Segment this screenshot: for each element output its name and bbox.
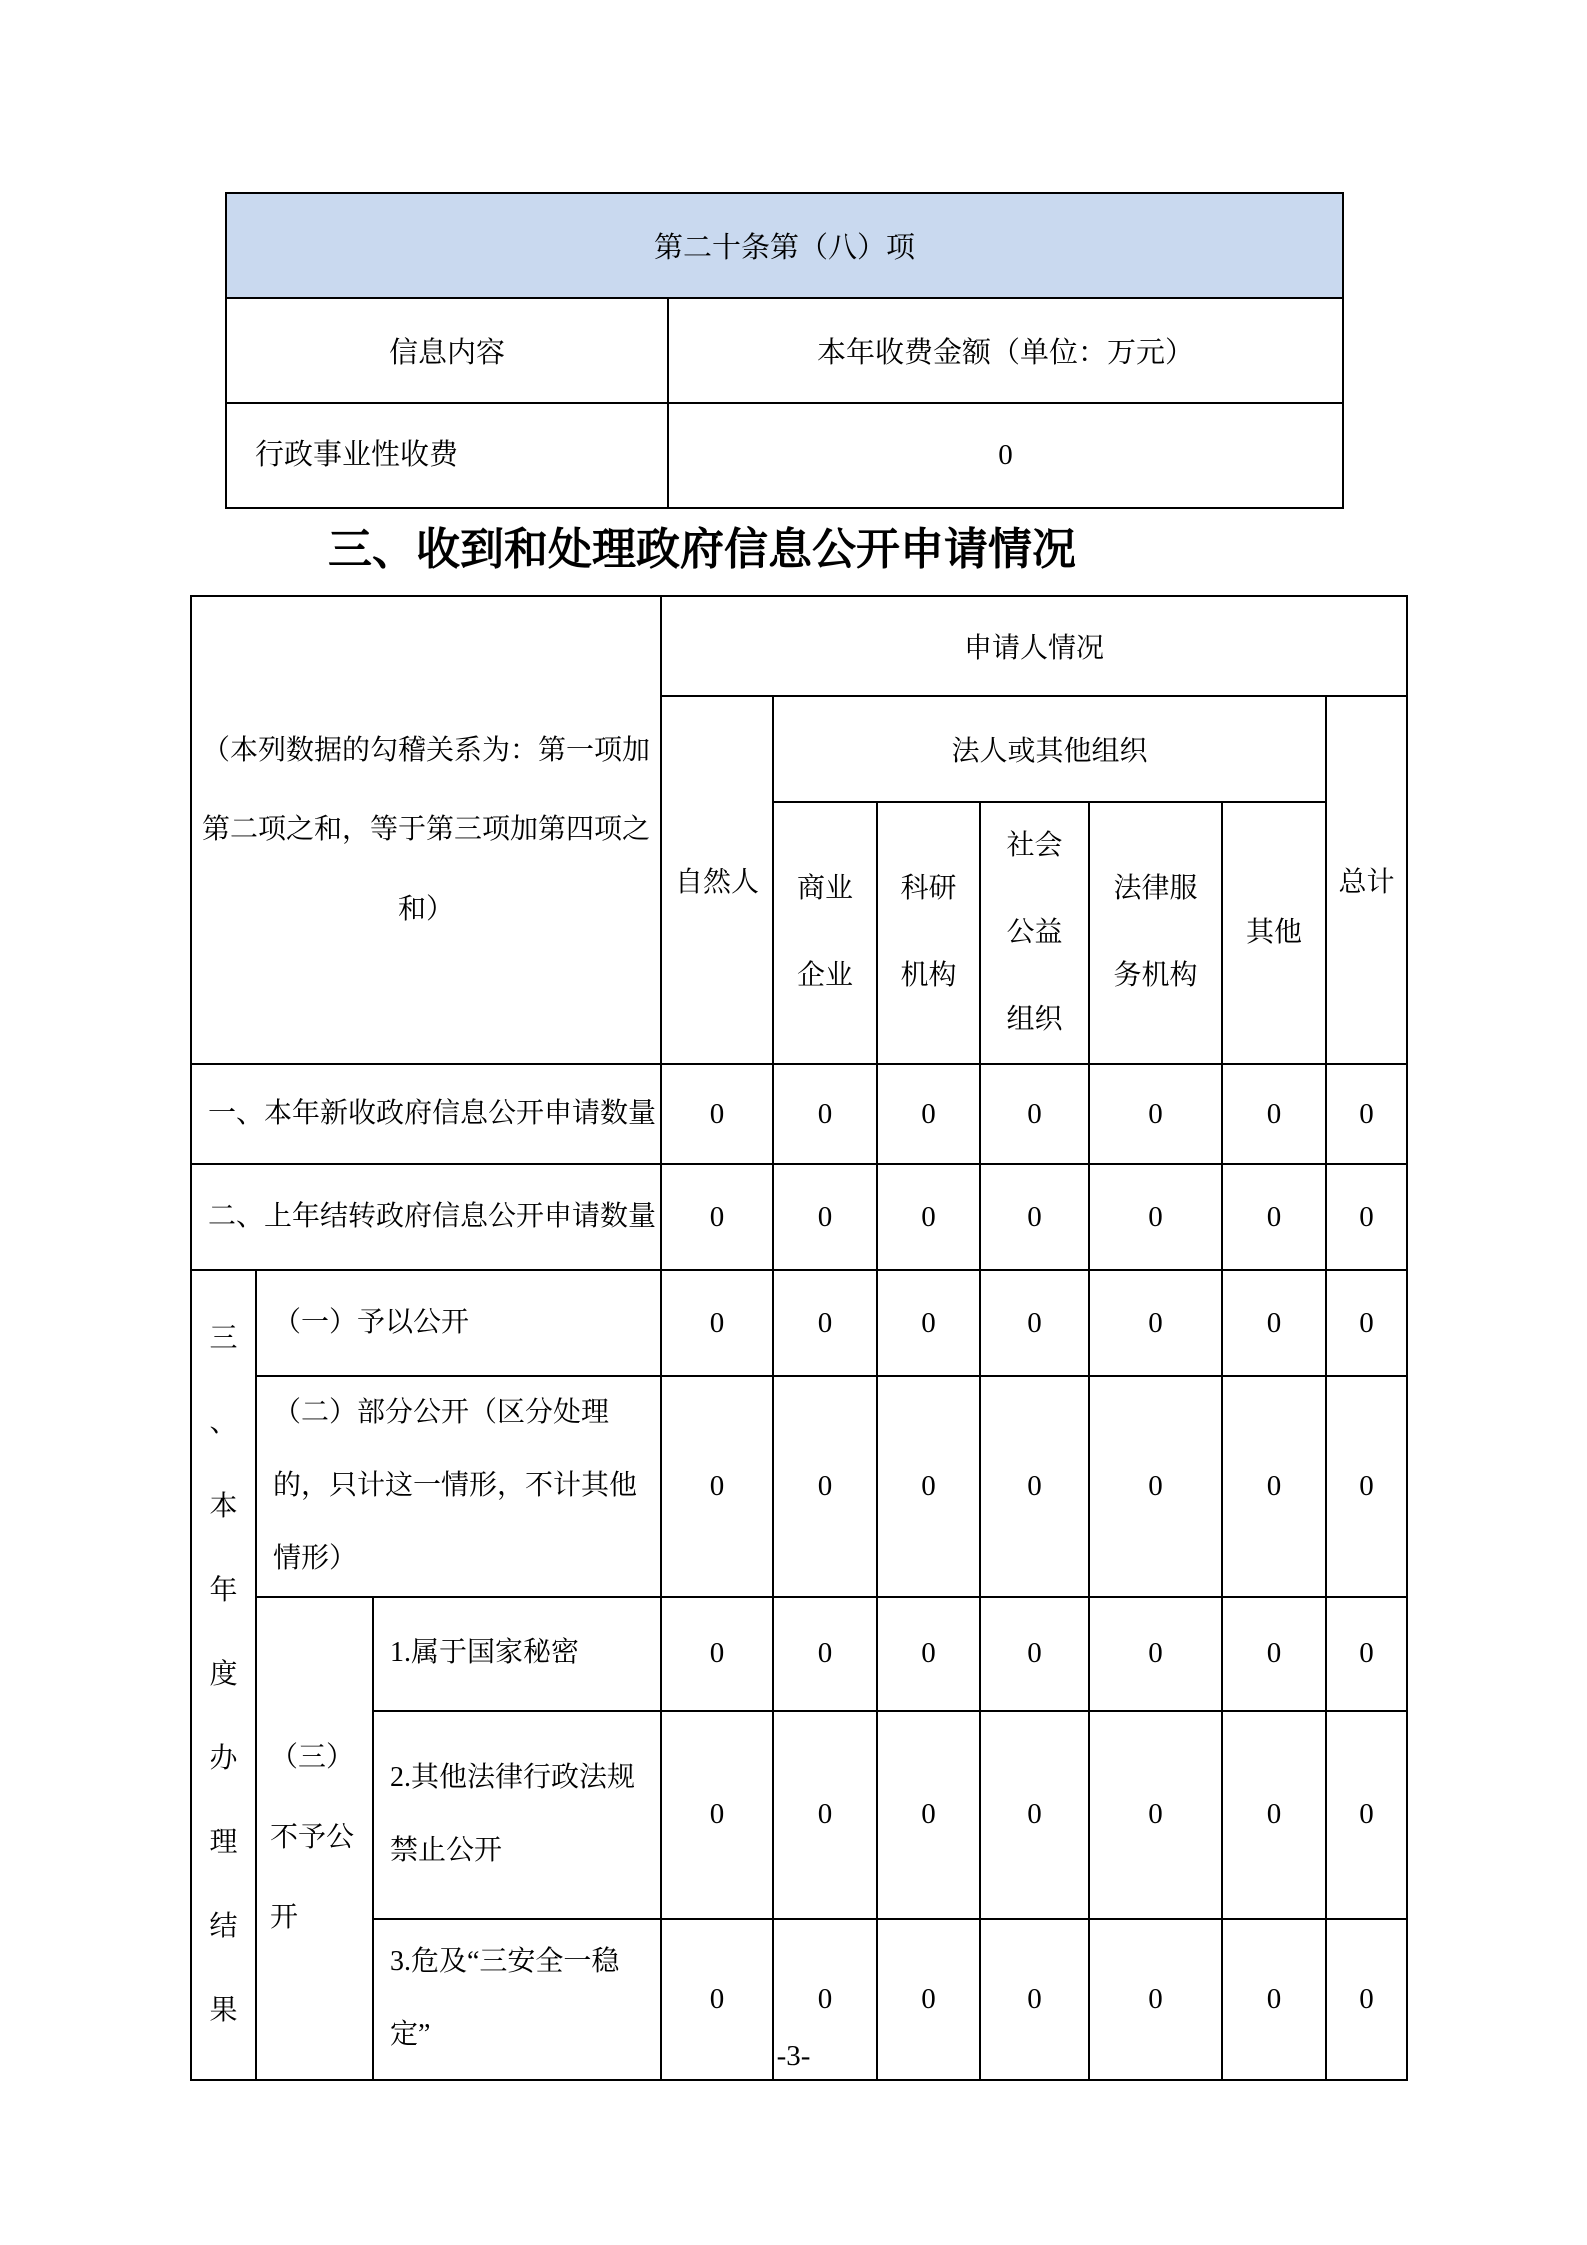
cell-value: 0 <box>1326 1270 1407 1376</box>
cell-value: 0 <box>1326 1064 1407 1164</box>
cell-value: 0 <box>1222 1919 1326 2080</box>
cell-value: 0 <box>980 1376 1089 1596</box>
cell-value: 0 <box>1089 1270 1222 1376</box>
cell-value: 0 <box>980 1164 1089 1270</box>
row-label: 2.其他法律行政法规禁止公开 <box>373 1711 661 1919</box>
table-row <box>191 1711 1407 1919</box>
cell-value: 0 <box>877 1270 980 1376</box>
header-applicant: 申请人情况 <box>661 596 1407 696</box>
page-number: -3- <box>776 2040 811 2072</box>
cell-value: 0 <box>773 1270 877 1376</box>
cell-value: 0 <box>980 1711 1089 1919</box>
table-row <box>191 1597 1407 1711</box>
cell-value: 0 <box>1326 1711 1407 1919</box>
header-research-institution: 科研机构 <box>877 802 980 1064</box>
cell-value: 0 <box>661 1270 773 1376</box>
table-row <box>191 1376 1407 1596</box>
cell-value: 0 <box>1089 1164 1222 1270</box>
row-label: 二、上年结转政府信息公开申请数量 <box>191 1164 661 1270</box>
header-commercial-enterprise: 商业企业 <box>773 802 877 1064</box>
table-row <box>191 1064 1407 1164</box>
fee-table <box>225 192 1344 509</box>
cell-value: 0 <box>980 1919 1089 2080</box>
fee-table-title: 第二十条第（八）项 <box>226 193 1343 298</box>
cell-value: 0 <box>980 1064 1089 1164</box>
cell-value: 0 <box>661 1064 773 1164</box>
cell-value: 0 <box>1222 1711 1326 1919</box>
cell-value: 0 <box>1089 1711 1222 1919</box>
request-table <box>190 595 1408 2081</box>
cell-value: 0 <box>661 1164 773 1270</box>
cell-value: 0 <box>661 1376 773 1596</box>
header-natural-person: 自然人 <box>661 696 773 1064</box>
cell-value: 0 <box>773 1064 877 1164</box>
reconciliation-note: （本列数据的勾稽关系为：第一项加第二项之和，等于第三项加第四项之和） <box>191 596 661 1064</box>
section-heading: 三、收到和处理政府信息公开申请情况 <box>328 525 1076 574</box>
cell-value: 0 <box>877 1919 980 2080</box>
row-label: 1.属于国家秘密 <box>373 1597 661 1711</box>
cell-value: 0 <box>1222 1164 1326 1270</box>
cell-value: 0 <box>1326 1164 1407 1270</box>
header-legal-service-org: 法律服务机构 <box>1089 802 1222 1064</box>
subsection-vertical-label: （三）不予公开 <box>256 1597 373 2080</box>
cell-value: 0 <box>1089 1064 1222 1164</box>
cell-value: 0 <box>1222 1376 1326 1596</box>
cell-value: 0 <box>773 1597 877 1711</box>
cell-value: 0 <box>773 1919 877 2080</box>
cell-value: 0 <box>877 1376 980 1596</box>
cell-value: 0 <box>773 1376 877 1596</box>
fee-row-label: 行政事业性收费 <box>226 403 668 508</box>
cell-value: 0 <box>1326 1919 1407 2080</box>
cell-value: 0 <box>773 1164 877 1270</box>
table-row <box>191 1164 1407 1270</box>
cell-value: 0 <box>877 1711 980 1919</box>
cell-value: 0 <box>661 1597 773 1711</box>
cell-value: 0 <box>1326 1597 1407 1711</box>
row-label: 3.危及“三安全一稳定” <box>373 1919 661 2080</box>
cell-value: 0 <box>877 1597 980 1711</box>
cell-value: 0 <box>773 1711 877 1919</box>
header-other: 其他 <box>1222 802 1326 1064</box>
cell-value: 0 <box>1326 1376 1407 1596</box>
row-label: （二）部分公开（区分处理的，只计这一情形，不计其他情形） <box>256 1376 661 1596</box>
fee-col-header-amount: 本年收费金额（单位：万元） <box>668 298 1343 403</box>
row-label: （一）予以公开 <box>256 1270 661 1376</box>
cell-value: 0 <box>980 1597 1089 1711</box>
cell-value: 0 <box>877 1064 980 1164</box>
cell-value: 0 <box>1089 1919 1222 2080</box>
cell-value: 0 <box>1222 1270 1326 1376</box>
table-row <box>191 1270 1407 1376</box>
fee-row-value: 0 <box>668 403 1343 508</box>
cell-value: 0 <box>661 1919 773 2080</box>
section-vertical-label: 三、本年度办理结果 <box>191 1270 256 2079</box>
row-label: 一、本年新收政府信息公开申请数量 <box>191 1064 661 1164</box>
cell-value: 0 <box>1222 1064 1326 1164</box>
cell-value: 0 <box>980 1270 1089 1376</box>
header-legal-org-group: 法人或其他组织 <box>773 696 1326 802</box>
cell-value: 0 <box>1089 1376 1222 1596</box>
header-total: 总计 <box>1326 696 1407 1064</box>
header-social-welfare-org: 社会公益组织 <box>980 802 1089 1064</box>
cell-value: 0 <box>661 1711 773 1919</box>
fee-col-header-content: 信息内容 <box>226 298 668 403</box>
cell-value: 0 <box>1089 1597 1222 1711</box>
cell-value: 0 <box>1222 1597 1326 1711</box>
cell-value: 0 <box>877 1164 980 1270</box>
